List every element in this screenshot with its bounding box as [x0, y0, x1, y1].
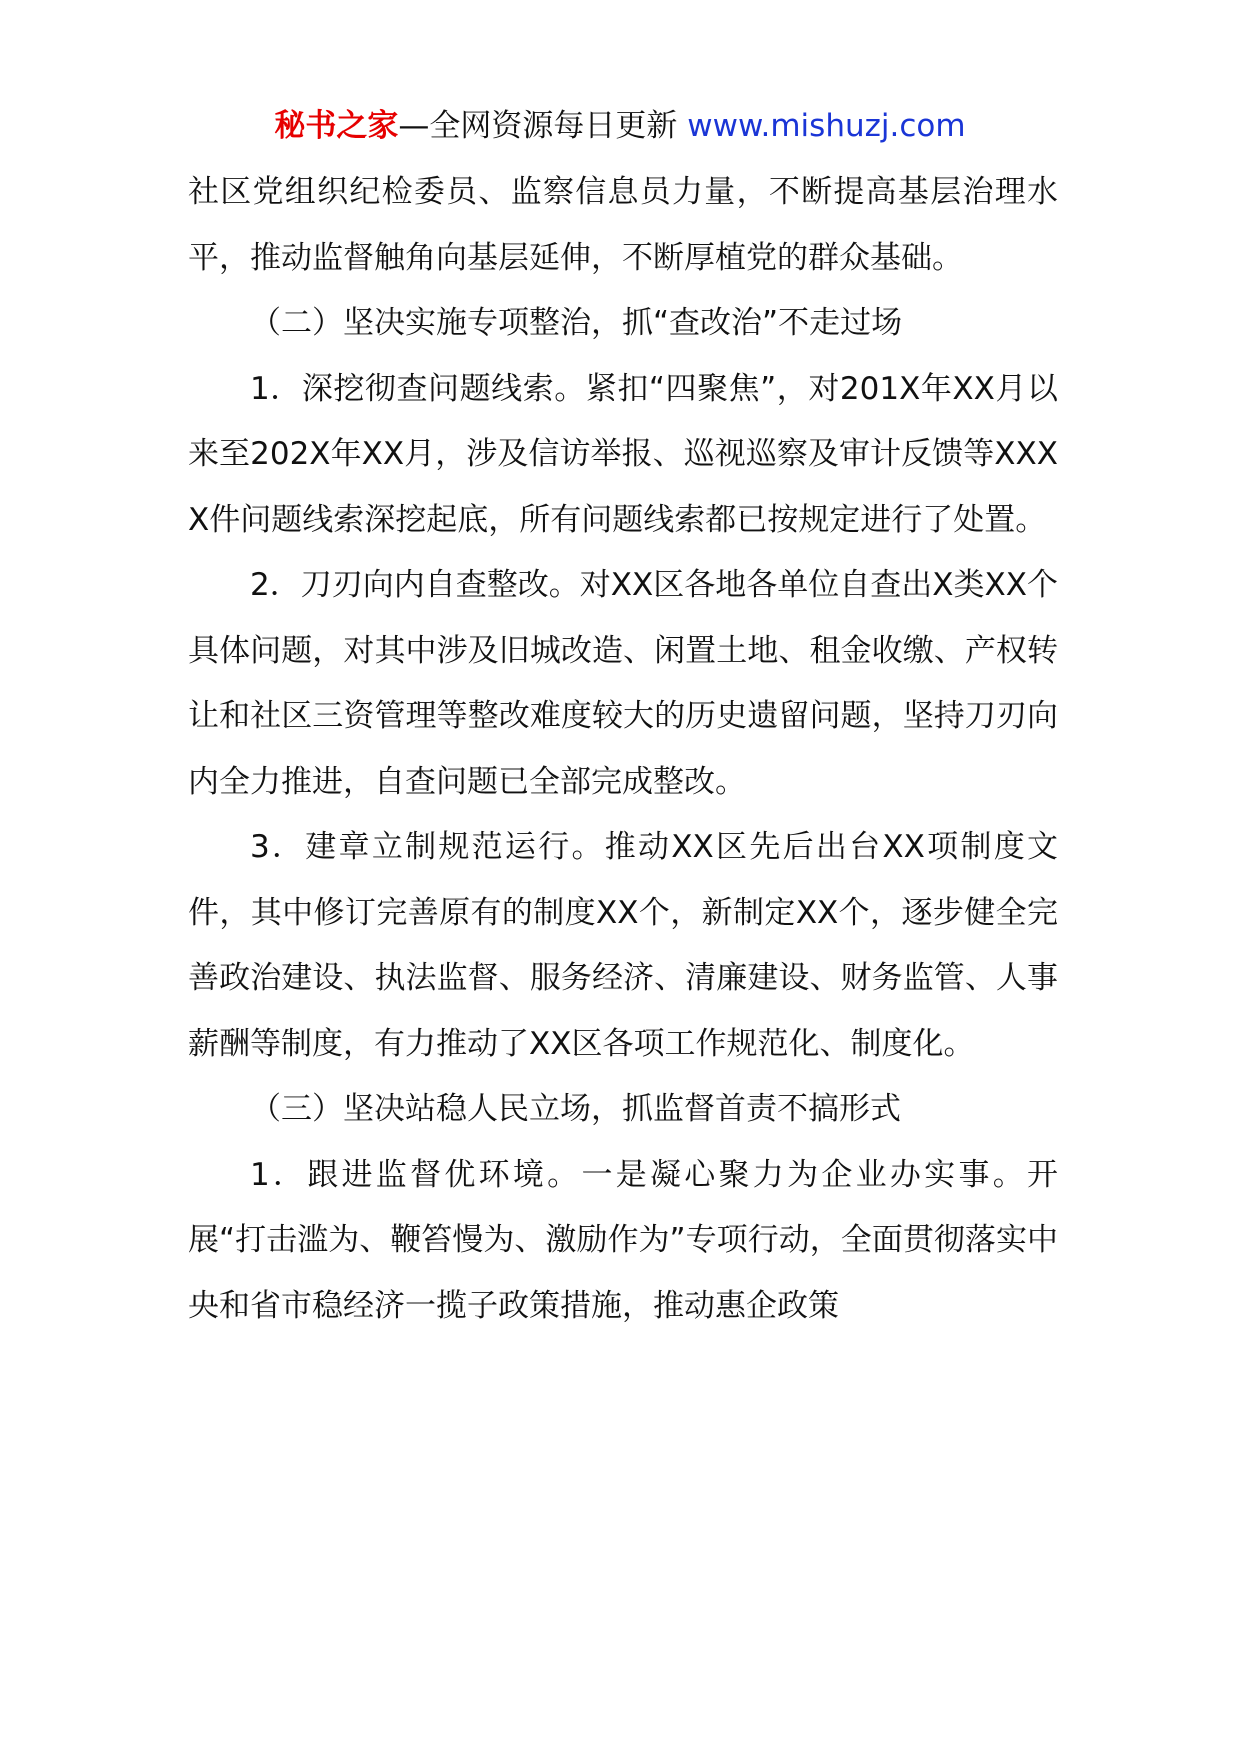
paragraph-item-3: 3．建章立制规范运行。推动XX区先后出台XX项制度文件，其中修订完善原有的制度XX个，新制定XX个，逐步健全完善政治建设、执法监督、服务经济、清廉建设、财务监管、人事薪酬等制度，有力推动了XX区各项工作规范化、制度化。 [188, 829, 1058, 1062]
paragraph-item-1: 1．深挖彻查问题线索。紧扣“四聚焦”，对201X年XX月以来至202X年XX月，涉及信访举报、巡视巡察及审计反馈等XXXX件问题线索深挖起底，所有问题线索都已按规定进行了处置。 [188, 370, 1058, 538]
site-url-link[interactable]: www.mishuzj.com [687, 108, 966, 144]
paragraph-item-2: 2．刀刃向内自查整改。对XX区各地各单位自查出X类XX个具体问题，对其中涉及旧城改造、闲置土地、租金收缴、产权转让和社区三资管理等整改难度较大的历史遗留问题，坚持刀刃向内全力推进，自查问题已全部完成整改。 [188, 567, 1058, 800]
section-heading-2: （二）坚决实施专项整治，抓“查改治”不走过场 [250, 305, 903, 341]
site-slogan: —全网资源每日更新 [398, 108, 678, 144]
site-brand: 秘书之家 [274, 108, 399, 144]
document-body [188, 160, 1058, 1339]
site-header [0, 104, 1240, 148]
section-heading-3: （三）坚决站稳人民立场，抓监督首责不搞形式 [250, 1091, 901, 1127]
paragraph-item-1-section-3: 1．跟进监督优环境。一是凝心聚力为企业办实事。开展“打击滥为、鞭笞慢为、激励作为”专项行动，全面贯彻落实中央和省市稳经济一揽子政策措施，推动惠企政策 [188, 1156, 1058, 1324]
paragraph-continuation: 社区党组织纪检委员、监察信息员力量，不断提高基层治理水平，推动监督触角向基层延伸，不断厚植党的群众基础。 [188, 174, 1058, 276]
